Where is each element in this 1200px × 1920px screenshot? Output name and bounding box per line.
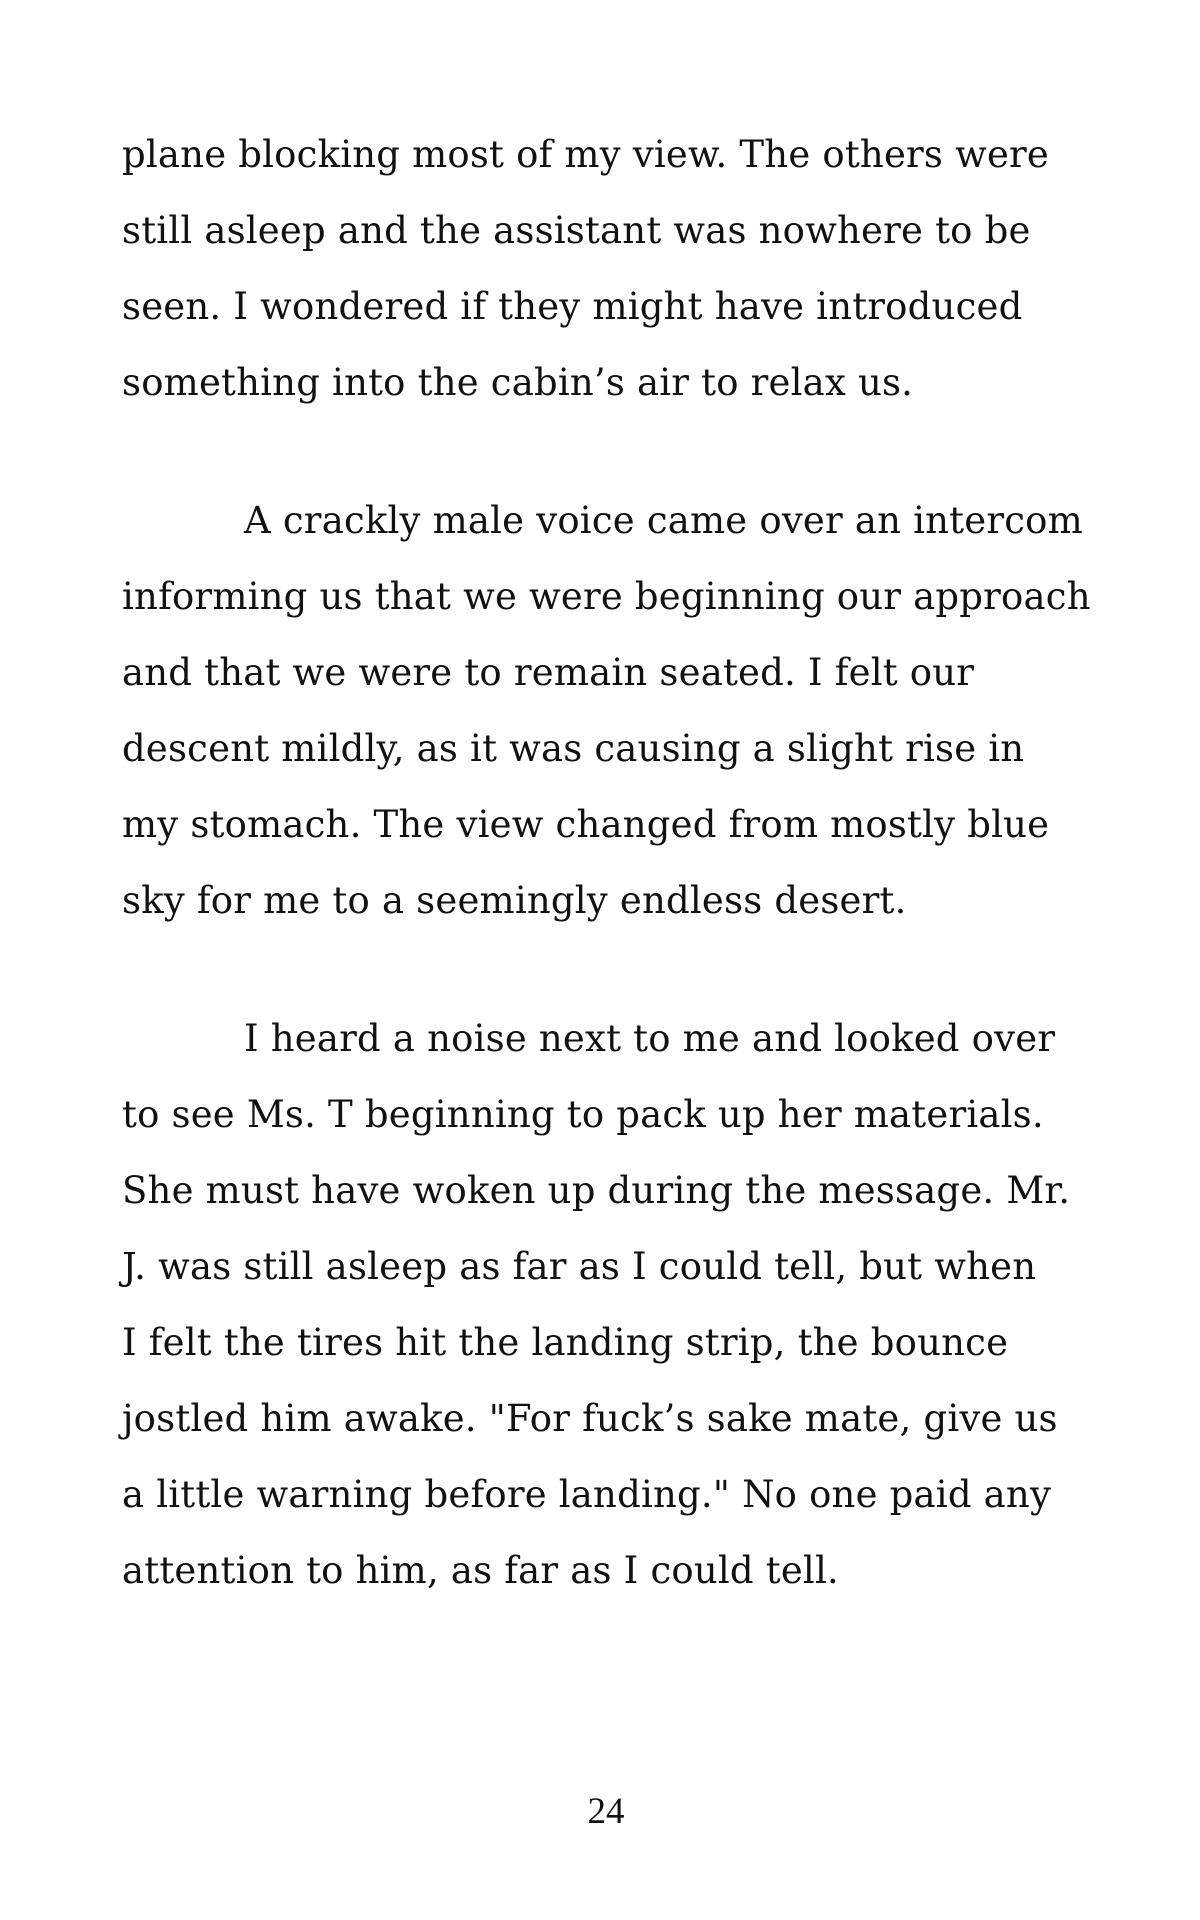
text-line: I felt the tires hit the landing strip, the bounce [122, 1321, 1009, 1364]
text-line: attention to him, as far as I could tell. [122, 1549, 839, 1592]
text-line: my stomach. The view changed from mostly blue [122, 803, 1050, 846]
text-line: to see Ms. T beginning to pack up her materials. [122, 1093, 1044, 1136]
text-line: She must have woken up during the message. Mr. [122, 1169, 1071, 1212]
text-line: and that we were to remain seated. I felt our [122, 651, 975, 694]
text-line: sky for me to a seemingly endless desert. [122, 879, 907, 922]
text-line: descent mildly, as it was causing a slight rise in [122, 727, 1025, 770]
text-line: J. was still asleep as far as I could tell, but when [122, 1245, 1037, 1288]
page-number: 24 [587, 1791, 625, 1832]
text-line: I heard a noise next to me and looked over [244, 1017, 1056, 1060]
text-line: plane blocking most of my view. The others were [122, 133, 1050, 176]
paragraph-2 [122, 483, 1102, 939]
text-line: jostled him awake. "For fuck’s sake mate, give us [122, 1397, 1058, 1440]
text-line: something into the cabin’s air to relax us. [122, 361, 914, 404]
text-line: A crackly male voice came over an intercom [244, 499, 1083, 542]
text-line: still asleep and the assistant was nowhere to be [122, 209, 1031, 252]
paragraph-1 [122, 117, 1102, 421]
text-line: a little warning before landing." No one paid any [122, 1473, 1052, 1516]
text-line: informing us that we were beginning our approach [122, 575, 1091, 618]
paragraph-3 [122, 1001, 1102, 1609]
text-line: seen. I wondered if they might have introduced [122, 285, 1023, 328]
